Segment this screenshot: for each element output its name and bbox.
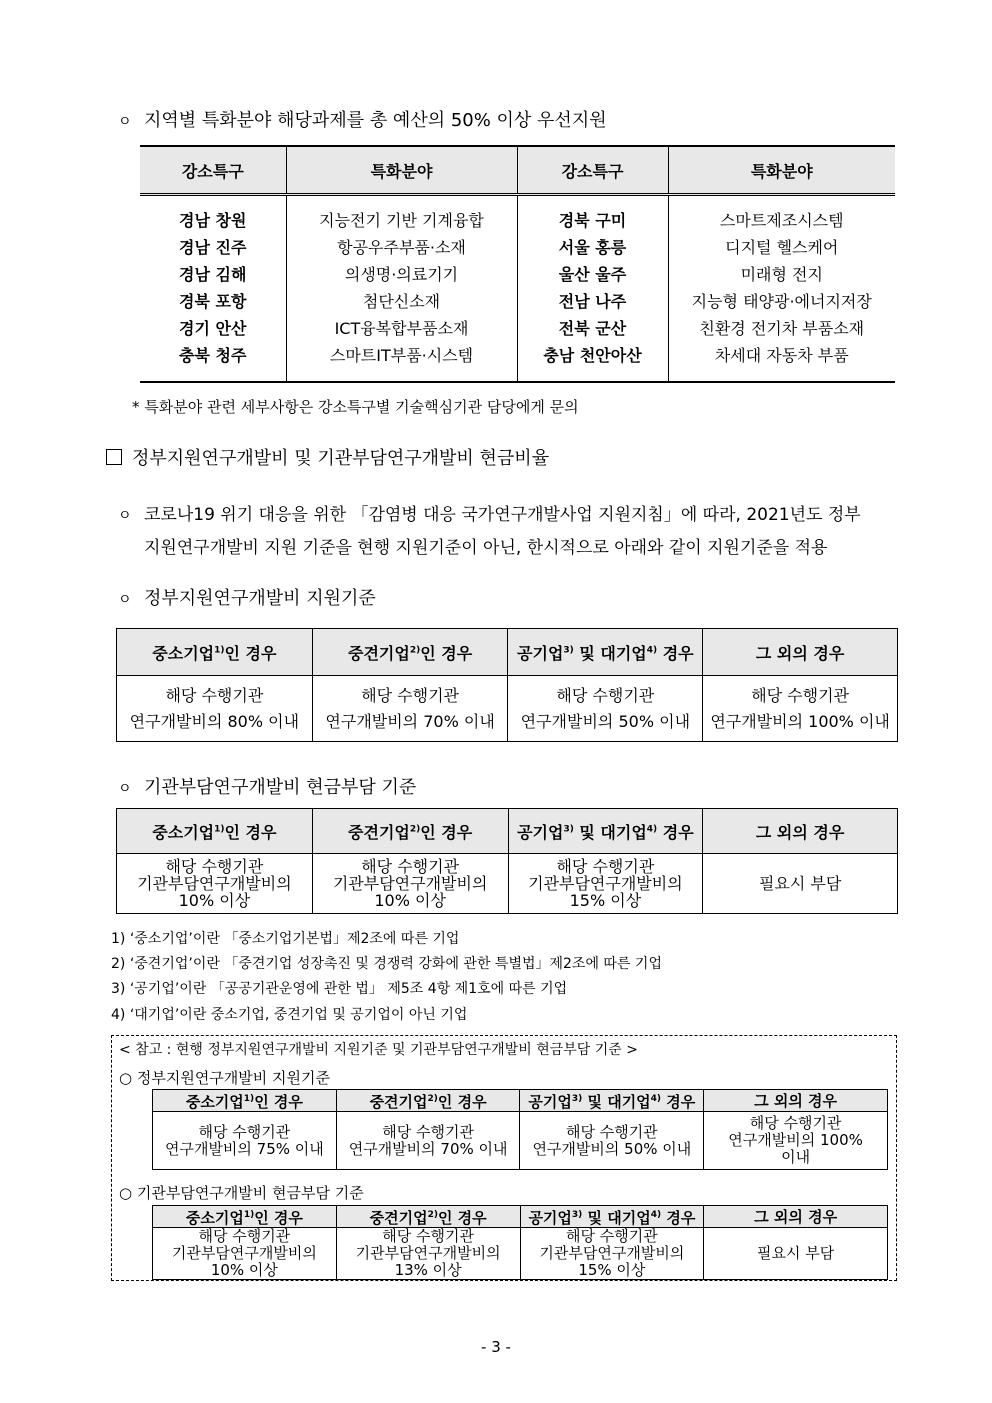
- col-header-sme: 중소기업$^{1)}$인 경우: [153, 1090, 337, 1112]
- list-item: 경북 구미: [558, 211, 627, 230]
- list-item: 지능형 태양광·에너지저장: [691, 292, 872, 311]
- para-line-1: 코로나19 위기 대응을 위한 「감염병 대응 국가연구개발사업 지원지침」에 따라, 2021년도 정부: [144, 505, 861, 525]
- list-item: 스마트IT부품·시스템: [329, 346, 474, 365]
- list-item: 경남 창원: [179, 211, 247, 230]
- table-cell: 해당 수행기관 연구개발비의 100% 이내: [704, 1112, 888, 1170]
- left-regions: [140, 195, 286, 383]
- region-header-2: 특화분야: [286, 146, 517, 195]
- list-item: 충남 천안아산: [543, 346, 642, 365]
- list-item: 디지털 헬스케어: [725, 238, 839, 257]
- list-item: 전남 나주: [558, 292, 627, 311]
- list-item: 지능전기 기반 기계융합: [319, 211, 484, 230]
- right-fields: [668, 195, 895, 383]
- list-item: 울산 울주: [558, 265, 627, 284]
- col-header-sme: 중소기업$^{1)}$인 경우: [153, 1206, 337, 1228]
- table-cell: 해당 수행기관 연구개발비의 80% 이내: [117, 676, 313, 742]
- reference-sub1: ○ 정부지원연구개발비 지원기준: [119, 1069, 330, 1087]
- list-item: 의생명·의료기기: [344, 265, 459, 284]
- section2-para-1: [118, 500, 861, 525]
- col-header-midsize: 중견기업$^{2)}$인 경우: [312, 809, 508, 854]
- right-regions: [517, 195, 668, 383]
- list-item: 첨단신소재: [362, 292, 441, 311]
- table-cell: 필요시 부담: [703, 854, 898, 914]
- list-item: 항공우주부품·소재: [337, 238, 466, 257]
- col-header-midsize: 중견기업$^{2)}$인 경우: [336, 1206, 520, 1228]
- list-item: 경기 안산: [179, 319, 247, 338]
- reference-cash-table: [152, 1205, 888, 1280]
- page-number: - 3 -: [481, 1338, 511, 1356]
- col-header-other: 그 외의 경우: [704, 1206, 888, 1228]
- table-cell: 필요시 부담: [704, 1228, 888, 1280]
- list-item: 차세대 자동차 부품: [714, 346, 849, 365]
- section2-title: 정부지원연구개발비 및 기관부담연구개발비 현금비율: [132, 448, 550, 469]
- col-header-midsize: 중견기업$^{2)}$인 경우: [336, 1090, 520, 1112]
- sub1-title: 정부지원연구개발비 지원기준: [144, 588, 376, 609]
- table-cell: 해당 수행기관 연구개발비의 70% 이내: [336, 1112, 520, 1170]
- sub2-heading: [118, 773, 416, 799]
- table-cell: 해당 수행기관 기관부담연구개발비의 10% 이상: [117, 854, 313, 914]
- col-header-public-large: 공기업$^{3)}$ 및 대기업$^{4)}$ 경우: [520, 1090, 704, 1112]
- table-cell: 해당 수행기관 연구개발비의 50% 이내: [520, 1112, 704, 1170]
- list-item: 경남 진주: [179, 238, 247, 257]
- col-header-other: 그 외의 경우: [703, 629, 898, 676]
- col-header-sme: 중소기업$^{1)}$인 경우: [117, 629, 313, 676]
- col-header-other: 그 외의 경우: [704, 1090, 888, 1112]
- gov-support-table: [116, 628, 898, 742]
- list-item: 미래형 전지: [740, 265, 823, 284]
- footnote-3: 3) ‘공기업’이란 「공공기관운영에 관한 법」 제5조 4항 제1호에 따른 기업: [111, 981, 568, 997]
- region-header-4: 특화분야: [668, 146, 895, 195]
- reference-sub2: ○ 기관부담연구개발비 현금부담 기준: [119, 1184, 364, 1202]
- reference-gov-table: [152, 1089, 888, 1170]
- cash-burden-table: [116, 808, 898, 914]
- left-fields: [286, 195, 517, 383]
- bullet-icon: ㅇ: [118, 114, 132, 130]
- section2-heading: [106, 444, 549, 470]
- table-cell: 해당 수행기관 기관부담연구개발비의 15% 이상: [508, 854, 703, 914]
- table-cell: 해당 수행기관 기관부담연구개발비의 15% 이상: [520, 1228, 704, 1280]
- list-item: 서울 홍릉: [558, 238, 627, 257]
- footnote-2: 2) ‘중견기업’이란 「중견기업 성장촉진 및 경쟁력 강화에 관한 특별법」제2조에 따른 기업: [111, 956, 662, 972]
- footnote-1: 1) ‘중소기업’이란 「중소기업기본법」제2조에 따른 기업: [111, 931, 460, 947]
- col-header-other: 그 외의 경우: [703, 809, 898, 854]
- col-header-public-large: 공기업$^{3)}$ 및 대기업$^{4)}$ 경우: [520, 1206, 704, 1228]
- list-item: 전북 군산: [558, 319, 627, 338]
- list-item: 경남 김해: [179, 265, 247, 284]
- list-item: 경북 포항: [179, 292, 247, 311]
- region-header-1: 강소특구: [140, 146, 286, 195]
- table-cell: 해당 수행기관 기관부담연구개발비의 13% 이상: [336, 1228, 520, 1280]
- table-cell: 해당 수행기관 기관부담연구개발비의 10% 이상: [312, 854, 508, 914]
- reference-box: [111, 1035, 897, 1281]
- footnote-4: 4) ‘대기업’이란 중소기업, 중견기업 및 공기업이 아닌 기업: [111, 1007, 468, 1023]
- list-item: 스마트제조시스템: [719, 211, 844, 230]
- section1-text: 지역별 특화분야 해당과제를 총 예산의 50% 이상 우선지원: [144, 110, 607, 131]
- reference-title: < 참고 : 현행 정부지원연구개발비 지원기준 및 기관부담연구개발비 현금부담 기준 >: [119, 1042, 638, 1058]
- bullet-icon: ㅇ: [118, 781, 132, 797]
- bullet-icon: ㅇ: [118, 592, 132, 608]
- list-item: 친환경 전기차 부품소재: [699, 319, 865, 338]
- col-header-midsize: 중견기업$^{2)}$인 경우: [312, 629, 508, 676]
- section1-line: [118, 106, 607, 132]
- para-line-2: 지원연구개발비 지원 기준을 현행 지원기준이 아닌, 한시적으로 아래와 같이 지원기준을 적용: [144, 538, 828, 558]
- list-item: ICT융복합부품소재: [334, 319, 469, 338]
- region-header-3: 강소특구: [517, 146, 668, 195]
- table-cell: 해당 수행기관 연구개발비의 75% 이내: [153, 1112, 337, 1170]
- list-item: 충북 청주: [179, 346, 247, 365]
- table-cell: 해당 수행기관 연구개발비의 70% 이내: [312, 676, 508, 742]
- region-table: [140, 145, 895, 383]
- table-cell: 해당 수행기관 연구개발비의 100% 이내: [703, 676, 898, 742]
- bullet-icon: ㅇ: [118, 508, 132, 524]
- col-header-public-large: 공기업$^{3)}$ 및 대기업$^{4)}$ 경우: [508, 809, 703, 854]
- table-cell: 해당 수행기관 기관부담연구개발비의 10% 이상: [153, 1228, 337, 1280]
- region-note: * 특화분야 관련 세부사항은 강소특구별 기술핵심기관 담당에게 문의: [132, 398, 579, 416]
- square-bullet-icon: [106, 449, 122, 465]
- col-header-sme: 중소기업$^{1)}$인 경우: [117, 809, 313, 854]
- sub1-heading: [118, 584, 376, 610]
- table-cell: 해당 수행기관 연구개발비의 50% 이내: [508, 676, 703, 742]
- sub2-title: 기관부담연구개발비 현금부담 기준: [144, 777, 417, 798]
- col-header-public-large: 공기업$^{3)}$ 및 대기업$^{4)}$ 경우: [508, 629, 703, 676]
